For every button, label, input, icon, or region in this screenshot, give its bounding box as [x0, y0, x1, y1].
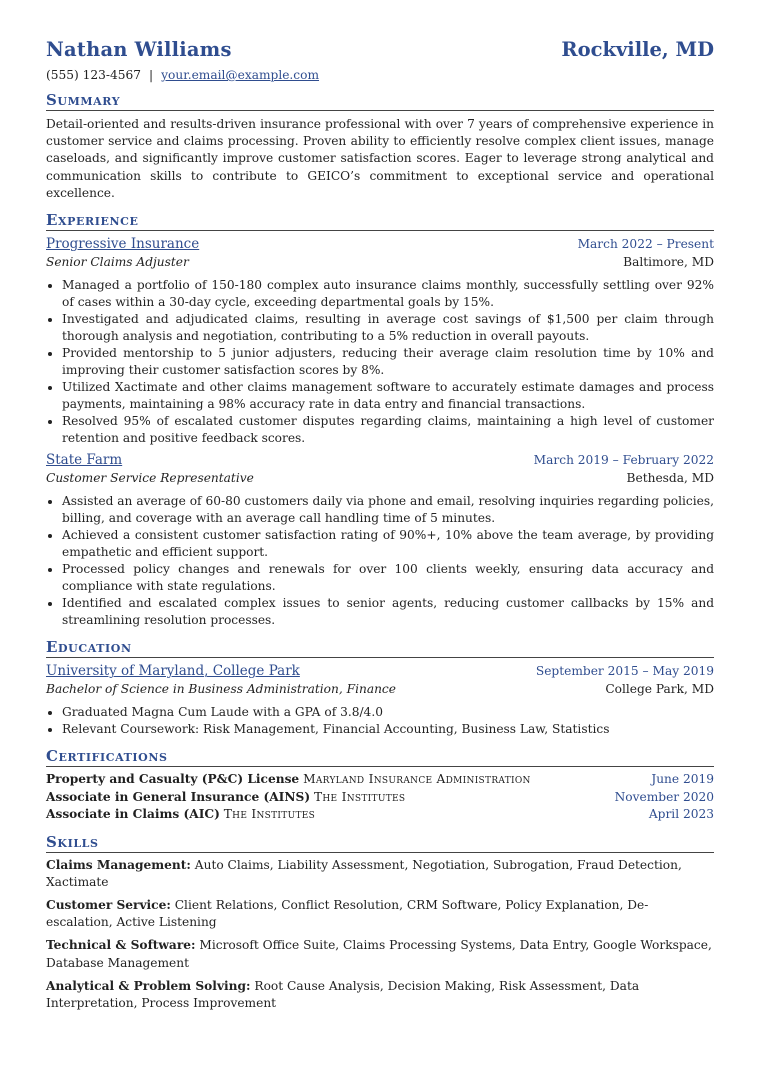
- skill-row: [46, 897, 714, 931]
- candidate-name: Nathan Williams: [46, 38, 232, 61]
- bullet-item: • Relevant Coursework: Risk Management, Financial Accounting, Business Law, Statistics: [62, 721, 714, 738]
- skill-list: Microsoft Office Suite, Claims Processing Systems, Data Entry, Google Workspace, Database Management: [46, 938, 712, 970]
- skill-row: [46, 857, 714, 891]
- certification-date: April 2023: [648, 807, 714, 822]
- section-title-experience: Experience: [46, 212, 714, 231]
- section-title-skills: Skills: [46, 834, 714, 853]
- skill-row: [46, 978, 714, 1012]
- education-header-row: [46, 662, 714, 680]
- certification-text: [46, 806, 315, 824]
- certification-name: Associate in General Insurance (AINS): [46, 789, 311, 804]
- contact-separator: |: [149, 68, 154, 82]
- job-entry: [46, 235, 714, 447]
- degree-name: Bachelor of Science in Business Administration, Finance: [46, 682, 396, 697]
- education-bullets: [46, 704, 714, 738]
- section-title-summary: Summary: [46, 92, 714, 111]
- bullet-item: • Identified and escalated complex issues to senior agents, reducing customer callbacks by 15% and streamlining resolution processes.: [62, 595, 714, 629]
- job-role: Customer Service Representative: [46, 471, 254, 486]
- bullet-item: • Processed policy changes and renewals for over 100 clients weekly, ensuring data accuracy and compliance with state regulations.: [62, 561, 714, 595]
- certification-issuer: The Institutes: [313, 789, 406, 804]
- job-bullets: [46, 277, 714, 447]
- phone-number: (555) 123-4567: [46, 68, 142, 82]
- certification-issuer: Maryland Insurance Administration: [303, 772, 531, 787]
- resume-header: [46, 38, 714, 61]
- job-location: Bethesda, MD: [626, 471, 714, 486]
- certification-date: November 2020: [614, 789, 714, 804]
- education-dates: September 2015 – May 2019: [535, 664, 714, 679]
- contact-line: [46, 68, 714, 82]
- bullet-item: • Utilized Xactimate and other claims management software to accurately estimate damages and process payments, maintaining a 98% accuracy rate in data entry and financial transactions.: [62, 379, 714, 413]
- job-dates: March 2019 – February 2022: [533, 453, 714, 468]
- company-name[interactable]: Progressive Insurance: [46, 236, 200, 253]
- bullet-item: • Assisted an average of 60-80 customers daily via phone and email, resolving inquiries regarding policies, billing, and coverage with an average call handling time of 5 minutes.: [62, 493, 714, 527]
- job-header-row: [46, 235, 714, 253]
- job-bullets: [46, 493, 714, 629]
- skill-category: Analytical & Problem Solving:: [46, 978, 251, 993]
- section-title-education: Education: [46, 639, 714, 658]
- company-name[interactable]: State Farm: [46, 452, 123, 469]
- certification-text: [46, 771, 531, 789]
- bullet-item: • Managed a portfolio of 150-180 complex auto insurance claims monthly, successfully settling over 92% of cases within a 30-day cycle, exceeding departmental goals by 15%.: [62, 277, 714, 311]
- job-entry: [46, 451, 714, 629]
- skill-row: [46, 937, 714, 971]
- skill-list: Root Cause Analysis, Decision Making, Risk Assessment, Data Interpretation, Process Improvement: [46, 978, 640, 1010]
- skill-category: Customer Service:: [46, 897, 171, 912]
- certifications-list: [46, 771, 714, 824]
- skill-list: Client Relations, Conflict Resolution, CRM Software, Policy Explanation, De-escalation, Active Listening: [46, 897, 649, 930]
- certification-name: Associate in Claims (AIC): [46, 807, 220, 822]
- job-role: Senior Claims Adjuster: [46, 255, 189, 270]
- certification-row: [46, 806, 714, 824]
- candidate-location: Rockville, MD: [561, 38, 714, 61]
- school-name[interactable]: University of Maryland, College Park: [46, 663, 300, 680]
- bullet-item: • Achieved a consistent customer satisfaction rating of 90%+, 10% above the team average, by providing empathetic and efficient support.: [62, 527, 714, 561]
- section-title-certifications: Certifications: [46, 748, 714, 767]
- education-subheader-row: [46, 680, 714, 698]
- certification-row: [46, 789, 714, 807]
- job-dates: March 2022 – Present: [577, 237, 714, 252]
- education-entry: [46, 662, 714, 738]
- certification-row: [46, 771, 714, 789]
- bullet-item: • Resolved 95% of escalated customer disputes regarding claims, maintaining a high level of customer retention and positive feedback scores.: [62, 413, 714, 447]
- certification-issuer: The Institutes: [223, 807, 316, 822]
- job-header-row: [46, 451, 714, 469]
- certification-name: Property and Casualty (P&C) License: [46, 772, 300, 787]
- bullet-item: • Provided mentorship to 5 junior adjusters, reducing their average claim resolution time by 10% and improving their customer satisfaction scores by 8%.: [62, 345, 714, 379]
- job-location: Baltimore, MD: [623, 255, 714, 270]
- skill-category: Claims Management:: [46, 857, 191, 872]
- email-link[interactable]: your.email@example.com: [161, 68, 320, 82]
- job-subheader-row: [46, 253, 714, 271]
- job-subheader-row: [46, 469, 714, 487]
- summary-text: Detail-oriented and results-driven insurance professional with over 7 years of comprehensive experience in customer service and claims processing. Proven ability to efficiently resolve complex client issues, manage caseloads, and significantly improve customer satisfaction scores. Eager to leverage strong analytical and communication skills to contribute to GEICO’s commitment to exceptional service and operational excellence.: [46, 117, 714, 200]
- bullet-item: • Graduated Magna Cum Laude with a GPA of 3.8/4.0: [62, 704, 714, 721]
- certification-date: June 2019: [651, 772, 714, 787]
- certification-text: [46, 789, 405, 807]
- education-location: College Park, MD: [605, 682, 714, 697]
- skill-category: Technical & Software:: [46, 938, 196, 953]
- skill-list: Auto Claims, Liability Assessment, Negotiation, Subrogation, Fraud Detection, Xactimate: [46, 857, 682, 889]
- bullet-item: • Investigated and adjudicated claims, resulting in average cost savings of $1,500 per claim through thorough analysis and negotiation, contributing to a 5% reduction in overall payouts.: [62, 311, 714, 345]
